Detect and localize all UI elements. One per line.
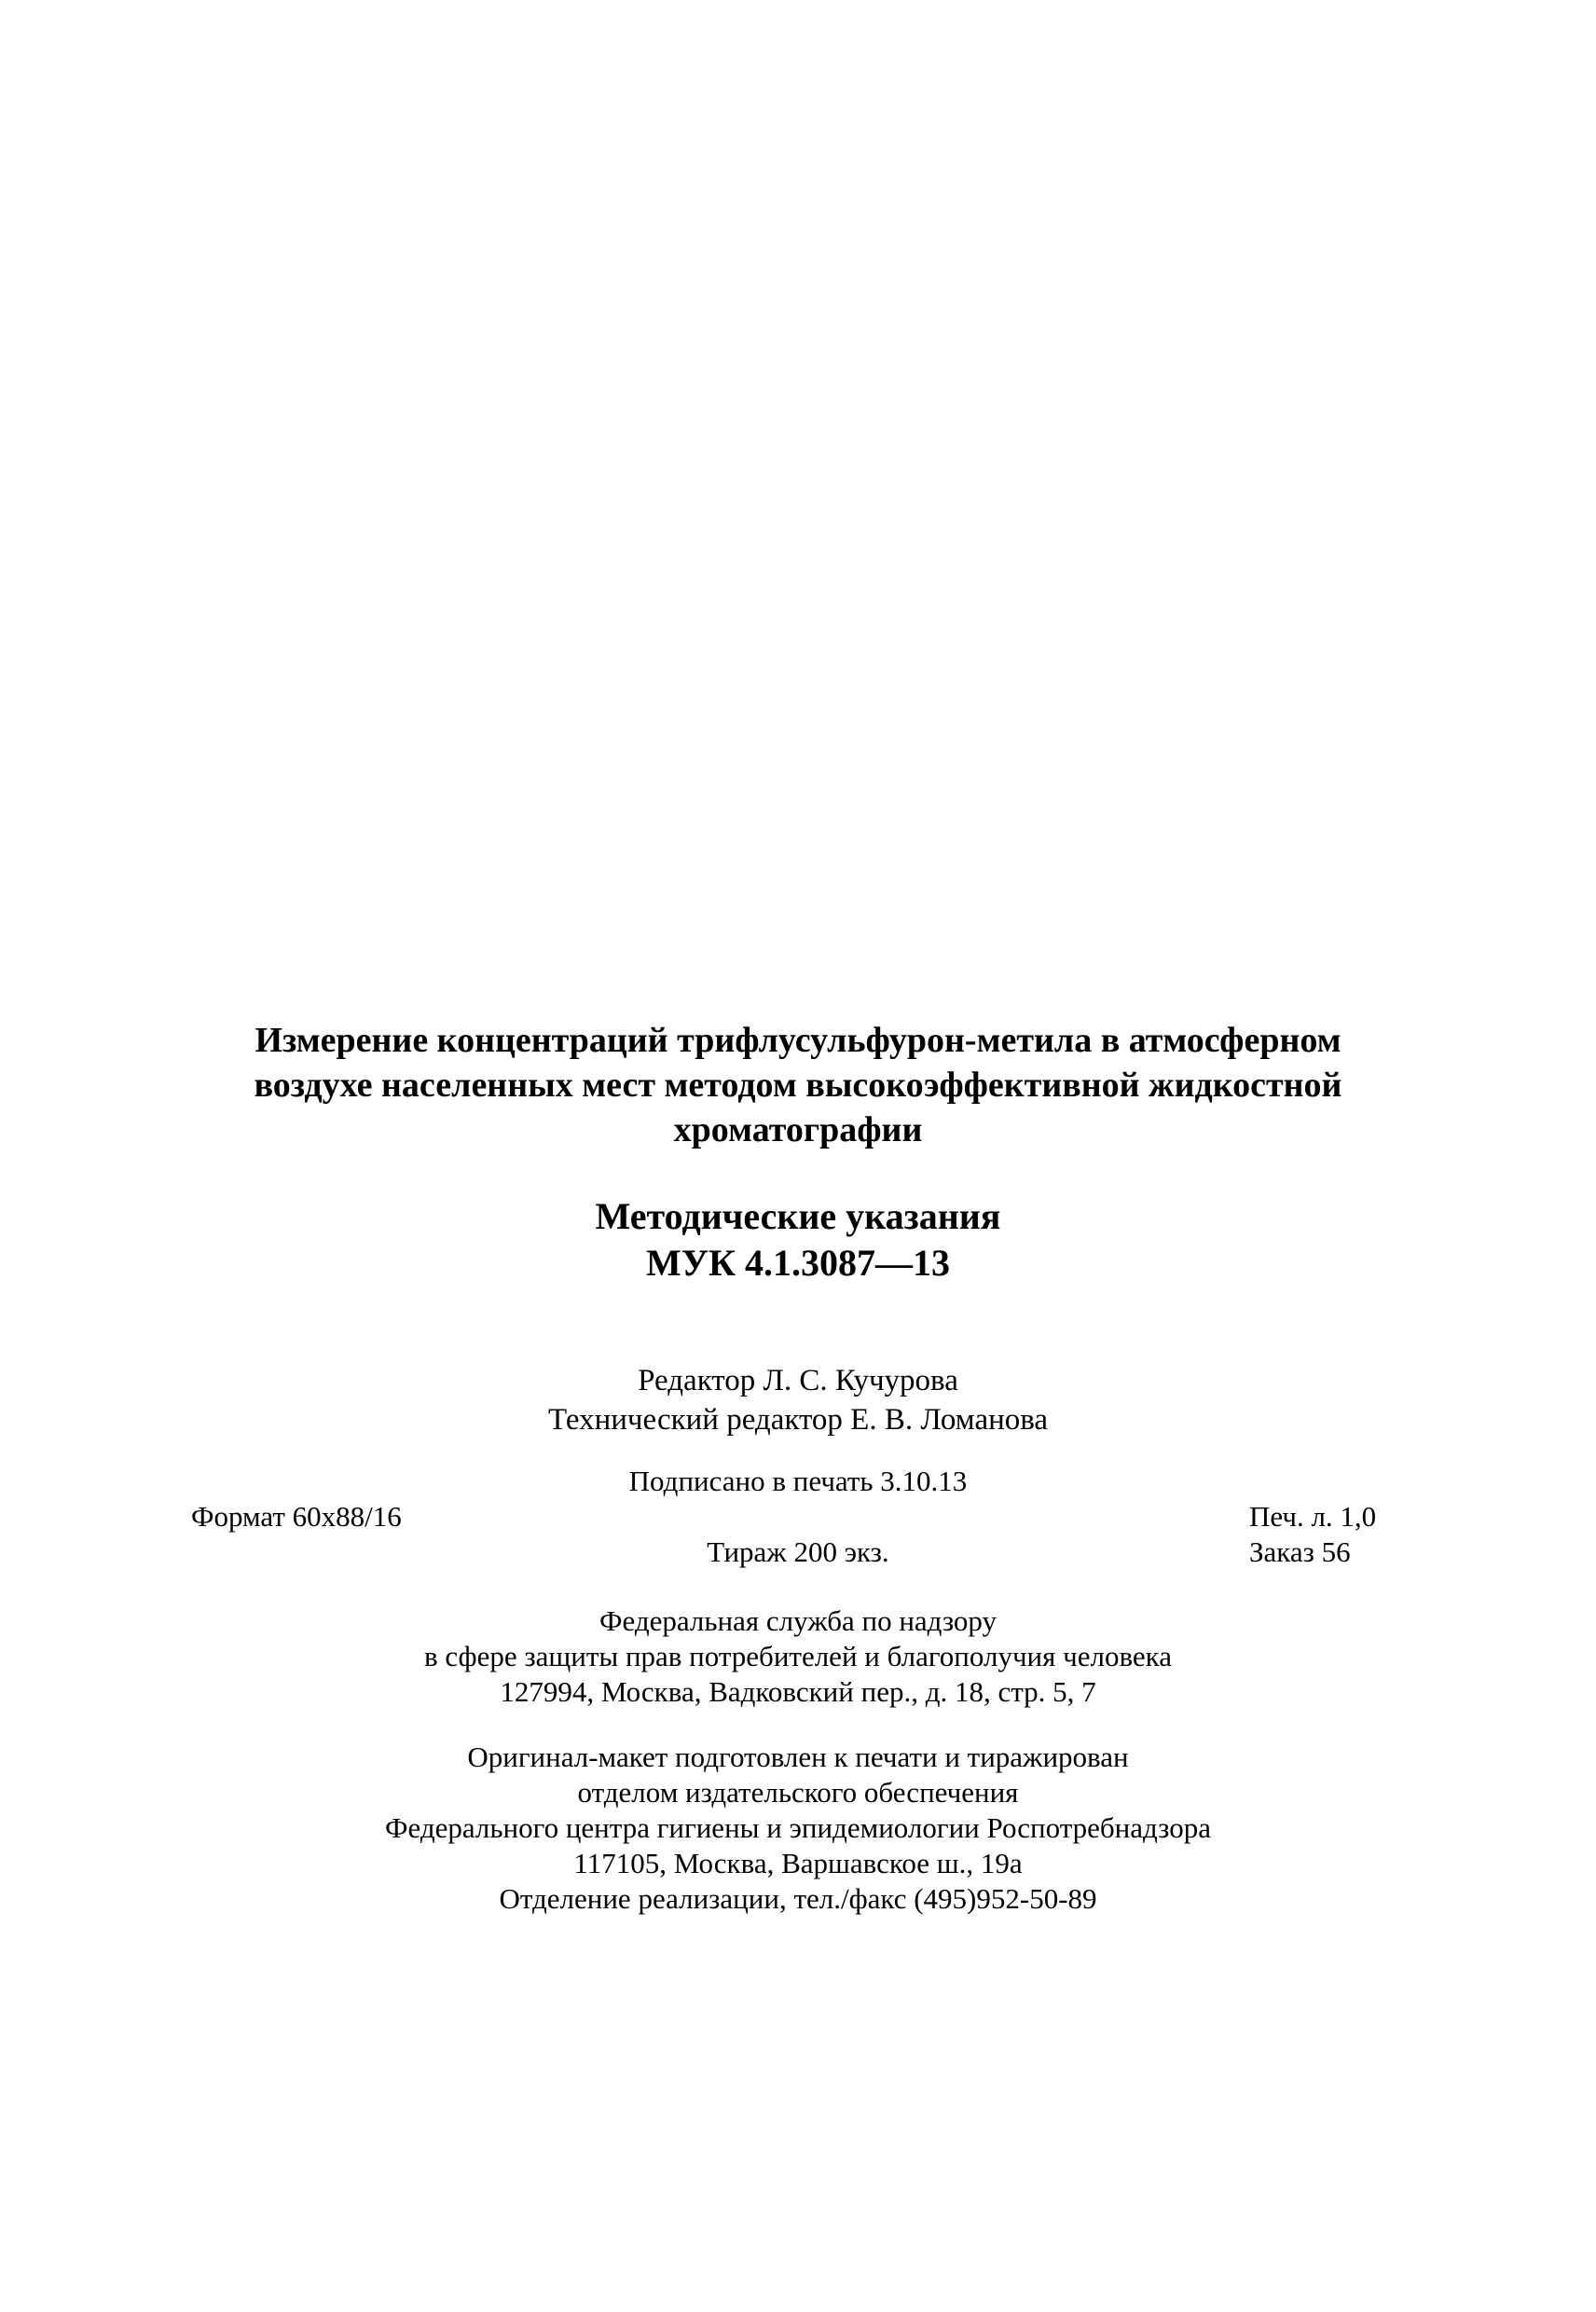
sales-contact: Отделение реализации, тел./факс (495)952-50-89 bbox=[499, 1882, 1097, 1915]
print-run: Тираж 200 экз. bbox=[707, 1535, 889, 1568]
title-line-1: Измерение концентраций трифлусульфурон-метила в атмосферном bbox=[255, 1021, 1341, 1060]
agency-block bbox=[0, 1603, 1596, 1710]
document-subtitle bbox=[0, 1193, 1596, 1287]
order-number: Заказ 56 bbox=[1249, 1535, 1351, 1568]
title-line-2: воздухе населенных мест методом высокоэффективной жидкостной bbox=[254, 1066, 1342, 1105]
signed-to-print: Подписано в печать 3.10.13 bbox=[628, 1465, 968, 1497]
format-info: Формат 60x88/16 bbox=[191, 1500, 402, 1533]
producer-line-3: Федерального центра гигиены и эпидемиологии Роспотребнадзора bbox=[385, 1811, 1211, 1844]
producer-line-2: отделом издательского обеспечения bbox=[577, 1776, 1019, 1809]
producer-line-1: Оригинал-макет подготовлен к печати и тиражирован bbox=[467, 1741, 1129, 1773]
producer-block bbox=[0, 1740, 1596, 1917]
subtitle-type: Методические указания bbox=[595, 1195, 1001, 1237]
technical-editor-line: Технический редактор Е. В. Ломанова bbox=[547, 1403, 1049, 1437]
editor-line: Редактор Л. С. Кучурова bbox=[638, 1364, 958, 1397]
printed-sheets: Печ. л. 1,0 bbox=[1249, 1500, 1377, 1533]
title-line-3: хроматографии bbox=[673, 1110, 923, 1149]
editors-block bbox=[0, 1361, 1596, 1439]
producer-address: 117105, Москва, Варшавское ш., 19а bbox=[573, 1847, 1023, 1879]
agency-address: 127994, Москва, Вадковский пер., д. 18, стр. 5, 7 bbox=[500, 1675, 1096, 1708]
document-title bbox=[0, 1018, 1596, 1152]
subtitle-code: МУК 4.1.3087—13 bbox=[645, 1242, 951, 1284]
agency-line-1: Федеральная служба по надзору bbox=[599, 1604, 997, 1637]
agency-line-2: в сфере защиты прав потребителей и благополучия человека bbox=[423, 1640, 1173, 1672]
